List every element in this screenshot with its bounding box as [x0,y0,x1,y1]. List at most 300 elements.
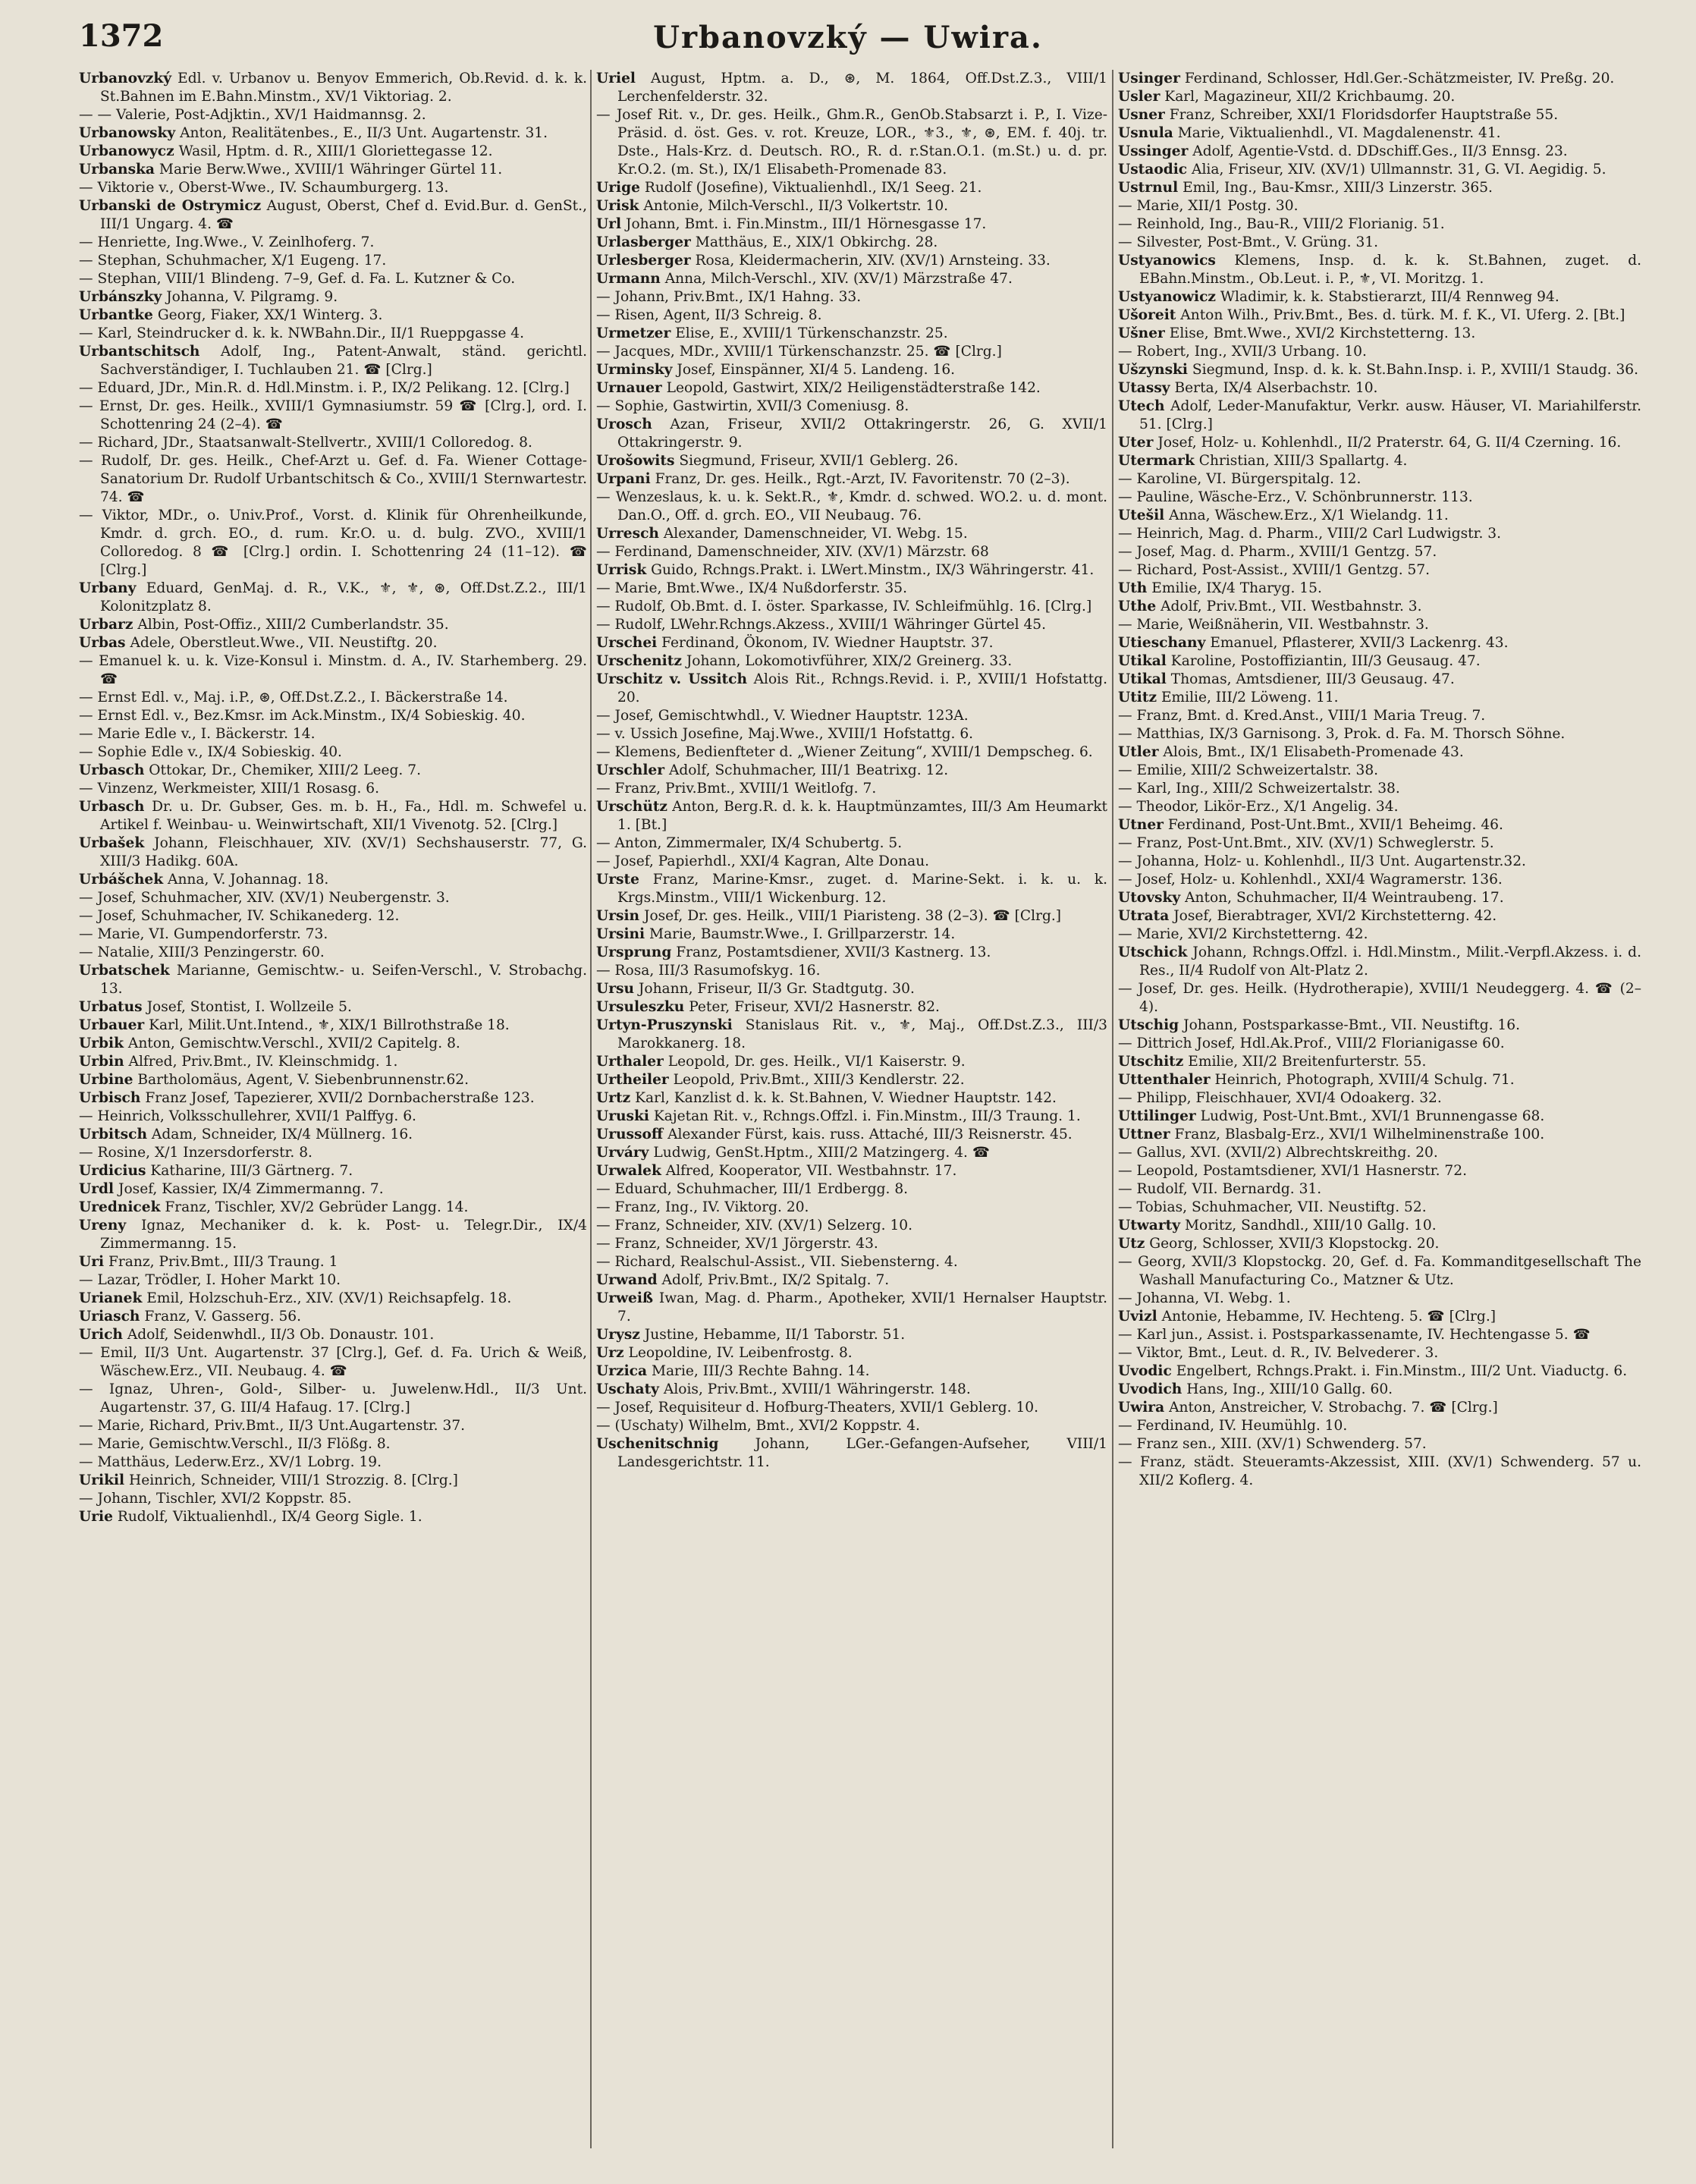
directory-entry [596,998,1107,1017]
directory-entry [79,507,587,580]
entry-surname: Utschick [1118,944,1188,960]
entry-details: Adolf, Schuhmacher, III/1 Beatrixg. 12. [668,762,949,778]
entry-surname: Uriel [596,71,636,86]
entry-surname: Utešil [1118,508,1165,523]
directory-entry [1118,106,1641,124]
entry-details: — Karl, Ing., XIII/2 Schweizertalstr. 38. [1118,781,1400,797]
directory-entry [1118,1035,1641,1053]
directory-entry [596,1089,1107,1108]
entry-surname: Urpani [596,471,651,487]
directory-entry [596,306,1107,325]
entry-details: Azan, Friseur, XVII/2 Ottakringerstr. 26, G. XVII/1 Ottakringerstr. 9. [617,416,1107,451]
entry-surname: Utovsky [1118,890,1181,906]
entry-surname: Utassy [1118,380,1170,396]
directory-entry [79,343,587,379]
entry-details: Marie Berw.Wwe., XVIII/1 Währinger Gürtel 11. [159,162,503,178]
directory-entry [79,1017,587,1035]
directory-entry [79,1053,587,1071]
entry-details: Ludwig, Post-Unt.Bmt., XVI/1 Brunnengasse 68. [1200,1108,1545,1124]
entry-details: Emilie, IX/4 Tharyg. 15. [1151,580,1322,596]
directory-entry [1118,161,1641,179]
entry-surname: Utikal [1118,671,1167,687]
directory-entry [596,234,1107,252]
directory-entry [596,1108,1107,1126]
entry-details: — Franz, Priv.Bmt., XVIII/1 Weitlofg. 7. [596,781,877,797]
directory-entry [1118,1399,1641,1417]
entry-surname: Ursu [596,981,634,997]
directory-entry [596,452,1107,470]
entry-details: — Richard, Realschul-Assist., VII. Siebensterng. 4. [596,1254,958,1270]
entry-surname: Uth [1118,580,1148,596]
directory-entry [79,288,587,306]
directory-entry [1118,470,1641,489]
directory-entry [596,780,1107,798]
directory-entry [79,143,587,161]
entry-details: — Ernst Edl. v., Bez.Kmsr. im Ack.Minstm., IX/4 Sobieskig. 40. [79,708,526,724]
entry-surname: Usler [1118,89,1161,105]
directory-entry [596,634,1107,652]
directory-entry [1118,1417,1641,1435]
directory-entry [596,1326,1107,1344]
entry-details: — Johann, Priv.Bmt., IX/1 Hahng. 33. [596,289,862,305]
directory-entry [596,70,1107,106]
entry-details: Adolf, Seidenwhdl., II/3 Ob. Donaustr. 101. [127,1327,435,1343]
entry-surname: Urbantke [79,307,153,323]
entry-details: — Ernst Edl. v., Maj. i.P., ⊛, Off.Dst.Z.2., I. Bäckerstraße 14. [79,690,508,705]
entry-details: — Josef, Holz- u. Kohlenhdl., XXI/4 Wagramerstr. 136. [1118,872,1503,888]
entry-details: Johann, Bmt. i. Fin.Minstm., III/1 Hörnesgasse 17. [626,216,987,232]
entry-surname: Urnauer [596,380,662,396]
entry-details: Johann, Lokomotivführer, XIX/2 Greinerg. 33. [686,653,1013,669]
directory-entry [596,853,1107,871]
directory-entry [79,252,587,270]
directory-entry [596,1017,1107,1053]
entry-details: — (Uschaty) Wilhelm, Bmt., XVI/2 Koppstr. 4. [596,1418,920,1434]
entry-details: Ludwig, GenSt.Hptm., XIII/2 Matzingerg. 4. ☎ [653,1145,991,1161]
entry-details: — Karl jun., Assist. i. Postsparkassenamte, IV. Hechtengasse 5. ☎ [1118,1327,1591,1343]
directory-entry [1118,1453,1641,1490]
entry-details: — Emilie, XIII/2 Schweizertalstr. 38. [1118,762,1379,778]
entry-details: — Rudolf, Dr. ges. Heilk., Chef-Arzt u. Gef. d. Fa. Wiener Cottage-Sanatorium Dr. Rudolf Urbantschitsch & Co., XVIII/1 Sternwartestr. 74. ☎ [79,453,587,505]
entry-surname: Ursin [596,908,640,924]
directory-entry [1118,1071,1641,1089]
entry-surname: Ušzynski [1118,362,1188,378]
directory-entry [596,1235,1107,1253]
directory-entry [79,1435,587,1453]
entry-surname: Urwalek [596,1163,661,1179]
directory-entry [596,1253,1107,1271]
directory-entry [1118,580,1641,598]
directory-entry [596,1126,1107,1144]
entry-details: Adolf, Leder-Manufaktur, Verkr. ausw. Häuser, VI. Mariahilferstr. 51. [Clrg.] [1139,398,1641,432]
directory-entry [1118,434,1641,452]
entry-details: — Georg, XVII/3 Klopstockg. 20, Gef. d. Fa. Kommanditgesellschaft The Washall Manufacturing Co., Matzner & Utz. [1118,1254,1641,1288]
entry-details: — v. Ussich Josefine, Maj.Wwe., XVIII/1 Hofstattg. 6. [596,726,974,742]
directory-entry [596,1053,1107,1071]
entry-details: Rudolf (Josefine), Viktualienhdl., IX/1 Seeg. 21. [644,180,982,196]
entry-details: — Franz, Ing., IV. Viktorg. 20. [596,1199,809,1215]
entry-details: — Marie, VI. Gumpendorferstr. 73. [79,926,328,942]
entry-surname: Urrisk [596,562,647,578]
directory-entry [596,343,1107,361]
entry-details: Ferdinand, Post-Unt.Bmt., XVII/1 Beheimg. 46. [1167,817,1503,833]
directory-entry [1118,1180,1641,1199]
directory-entry [79,889,587,907]
entry-surname: Uter [1118,435,1154,451]
directory-entry [596,834,1107,853]
entry-surname: Url [596,216,622,232]
entry-surname: Utschitz [1118,1054,1184,1070]
entry-details: — Viktorie v., Oberst-Wwe., IV. Schaumburgerg. 13. [79,180,449,196]
entry-details: — Karl, Steindrucker d. k. k. NWBahn.Dir., II/1 Rueppgasse 4. [79,325,525,341]
entry-details: — Leopold, Postamtsdiener, XVI/1 Hasnerstr. 72. [1118,1163,1467,1179]
directory-entry [596,1435,1107,1472]
directory-entry [596,798,1107,834]
entry-surname: Urie [79,1509,113,1525]
entry-details: — Marie Edle v., I. Bäckerstr. 14. [79,726,316,742]
directory-entry [596,1162,1107,1180]
entry-details: Johann, Friseur, II/3 Gr. Stadtgutg. 30. [638,981,915,997]
entry-details: — Robert, Ing., XVII/3 Urbang. 10. [1118,344,1367,360]
entry-details: Dr. u. Dr. Gubser, Ges. m. b. H., Fa., Hdl. m. Schwefel u. Artikel f. Weinbau- u. Weinwirtschaft, XII/1 Vivenotg. 52. [Clrg.] [100,799,587,833]
entry-details: Josef, Kassier, IX/4 Zimmermanng. 7. [118,1181,384,1197]
entry-surname: Ursini [596,926,645,942]
directory-entry [79,1126,587,1144]
directory-entry [596,962,1107,980]
directory-entry [1118,179,1641,197]
entry-details: Karl, Milit.Unt.Intend., ⚜, XIX/1 Billrothstraße 18. [149,1017,510,1033]
entry-details: Justine, Hebamme, II/1 Taborstr. 51. [644,1327,906,1343]
directory-entry [79,234,587,252]
directory-entry [79,1490,587,1508]
directory-entry [1118,1344,1641,1362]
directory-entry [1118,1017,1641,1035]
directory-entry [596,652,1107,671]
entry-surname: Urysz [596,1327,640,1343]
entry-details: Anton, Gemischtw.Verschl., XVII/2 Capitelg. 8. [127,1035,460,1051]
entry-details: — Eduard, JDr., Min.R. d. Hdl.Minstm. i. P., IX/2 Pelikang. 12. [Clrg.] [79,380,570,396]
entry-details: Emil, Holzschuh-Erz., XIV. (XV/1) Reichsapfelg. 18. [146,1290,512,1306]
entry-surname: Urikil [79,1472,125,1488]
entry-surname: Utitz [1118,690,1157,705]
entry-details: Rosa, Kleidermacherin, XIV. (XV/1) Arnsteing. 33. [695,253,1051,269]
entry-surname: Ussinger [1118,143,1189,159]
entry-surname: Urbarz [79,617,133,633]
directory-entry [596,525,1107,543]
entry-details: Klemens, Insp. d. k. k. St.Bahnen, zuget. d. EBahn.Minstm., Ob.Leut. i. P., ⚜, VI. Moritzg. 1. [1139,253,1641,287]
directory-entry [1118,1217,1641,1235]
column-2 [596,70,1107,1472]
directory-entry [1118,780,1641,798]
entry-details: — Klemens, Bedienfteter d. „Wiener Zeitung“, XVIII/1 Dempscheg. 6. [596,744,1093,760]
entry-details: Franz, Marine-Kmsr., zuget. d. Marine-Sekt. i. k. u. k. Krgs.Minstm., VIII/1 Wickenburg. 12. [617,872,1107,906]
entry-details: Karl, Magazineur, XII/2 Krichbaumg. 20. [1164,89,1456,105]
entry-details: — Viktor, Bmt., Leut. d. R., IV. Belvederег. 3. [1118,1345,1439,1361]
entry-surname: Urošowits [596,453,675,469]
entry-surname: Urlasberger [596,234,691,250]
entry-details: Josef, Stontist, I. Wollzeile 5. [146,999,352,1015]
directory-entry [1118,1144,1641,1162]
directory-entry [79,70,587,106]
entry-details: — Marie, Weißnäherin, VII. Westbahnstr. 3. [1118,617,1429,633]
directory-entry [1118,143,1641,161]
entry-surname: Utech [1118,398,1165,414]
entry-details: Wasil, Hptm. d. R., XIII/1 Gloriettegasse 12. [178,143,493,159]
entry-details: Elise, Bmt.Wwe., XVI/2 Kirchstetterng. 13. [1169,325,1476,341]
directory-entry [1118,889,1641,907]
entry-surname: Urschenitz [596,653,682,669]
entry-surname: Ustyanowics [1118,253,1216,269]
entry-details: — Johanna, Holz- u. Kohlenhdl., II/3 Unt. Augartenstr.32. [1118,853,1526,869]
entry-details: Franz, V. Gasserg. 56. [144,1309,302,1325]
directory-entry [79,616,587,634]
entry-details: — Franz sen., XIII. (XV/1) Schwenderg. 57. [1118,1436,1427,1452]
entry-details: — Josef, Schuhmacher, XIV. (XV/1) Neubergenstr. 3. [79,890,450,906]
directory-entry [79,1290,587,1308]
directory-entry [1118,1199,1641,1217]
entry-details: — Pauline, Wäsche-Erz., V. Schönbrunnerstr. 113. [1118,489,1473,505]
directory-entry [1118,543,1641,561]
directory-entry [1118,1308,1641,1326]
directory-entry [1118,598,1641,616]
directory-entry [1118,671,1641,689]
entry-details: Berta, IX/4 Alserbachstr. 10. [1174,380,1378,396]
entry-details: — Matthias, IX/3 Garnisong. 3, Prok. d. Fa. M. Thorsch Söhne. [1118,726,1566,742]
entry-surname: Ureny [79,1218,127,1233]
entry-surname: Utrata [1118,908,1170,924]
directory-entry [596,470,1107,489]
entry-details: — Josef, Requisiteur d. Hofburg-Theaters, XVII/1 Geblerg. 10. [596,1400,1039,1416]
entry-details: — Sophie, Gastwirtin, XVII/3 Comeniusg. 8. [596,398,909,414]
entry-surname: Urbašek [79,835,145,851]
entry-details: Emanuel, Pflasterer, XVII/3 Lackenrg. 43. [1210,635,1509,651]
entry-details: — Sophie Edle v., IX/4 Sobieskig. 40. [79,744,342,760]
entry-details: — Johanna, VI. Webg. 1. [1118,1290,1291,1306]
column-rule [1112,70,1113,2148]
directory-entry [596,1217,1107,1235]
entry-surname: Urednicek [79,1199,161,1215]
entry-details: — Rudolf, LWehr.Rchngs.Akzess., XVIII/1 Währinger Gürtel 45. [596,617,1047,633]
entry-surname: Urlesberger [596,253,691,269]
directory-entry [79,1144,587,1162]
directory-entry [79,1035,587,1053]
directory-entry [79,962,587,998]
directory-entry [1118,834,1641,853]
entry-details: Johann, Fleischhauer, XIV. (XV/1) Sechshauserstr. 77, G. XIII/3 Hadikg. 60A. [100,835,587,869]
column-3 [1118,70,1641,1490]
entry-surname: Uri [79,1254,105,1270]
entry-details: August, Hptm. a. D., ⊛, M. 1864, Off.Dst.Z.3., VIII/1 Lerchenfelderstr. 32. [617,71,1107,105]
directory-entry [1118,88,1641,106]
directory-entry [596,398,1107,416]
entry-details: Franz, Dr. ges. Heilk., Rgt.-Arzt, IV. Favoritenstr. 70 (2–3). [655,471,1070,487]
entry-details: — Philipp, Fleischhauer, XVI/4 Odoakerg. 32. [1118,1090,1442,1106]
directory-entry [79,743,587,762]
entry-details: Guido, Rchngs.Prakt. i. LWert.Minstm., IX/3 Währingerstr. 41. [651,562,1095,578]
directory-entry [596,725,1107,743]
directory-entry [1118,343,1641,361]
directory-entry [1118,907,1641,925]
entry-details: Johann, LGer.-Gefangen-Aufseher, VIII/1 Landesgerichtstr. 11. [617,1436,1107,1470]
entry-details: Christian, XIII/3 Spallartg. 4. [1198,453,1408,469]
entry-details: Adam, Schneider, IX/4 Müllnerg. 16. [151,1127,413,1142]
entry-surname: Urdicius [79,1163,146,1179]
entry-details: Alexander, Damenschneider, VI. Webg. 15. [663,526,968,542]
entry-details: Antonie, Milch-Verschl., II/3 Volkertstr. 10. [643,198,949,214]
entry-surname: Urich [79,1327,123,1343]
entry-surname: Urianek [79,1290,143,1306]
entry-surname: Urresch [596,526,659,542]
entry-details: Heinrich, Schneider, VIII/1 Strozzig. 8. [Clrg.] [129,1472,458,1488]
directory-entry [596,762,1107,780]
entry-details: Ferdinand, Schlosser, Hdl.Ger.-Schätzmeister, IV. Preßg. 20. [1184,71,1615,86]
directory-entry [1118,634,1641,652]
entry-surname: Urbasch [79,799,145,815]
directory-entry [596,1180,1107,1199]
entry-surname: Ustrnul [1118,180,1179,196]
directory-entry [79,907,587,925]
entry-details: Anton, Schuhmacher, II/4 Weintraubeng. 17. [1185,890,1504,906]
entry-surname: Urbany [79,580,137,596]
entry-details: Edl. v. Urbanov u. Benyov Emmerich, Ob.Revid. d. k. k. St.Bahnen im E.Bahn.Minstm., XV/1 Viktoriag. 2. [100,71,587,105]
entry-details: — Heinrich, Mag. d. Pharm., VIII/2 Carl Ludwigstr. 3. [1118,526,1502,542]
entry-details: Moritz, Sandhdl., XIII/10 Gallg. 10. [1184,1218,1437,1233]
directory-entry [79,161,587,179]
entry-details: — Silvester, Post-Bmt., V. Grüng. 31. [1118,234,1379,250]
directory-entry [1118,1108,1641,1126]
entry-surname: Urbas [79,635,126,651]
entry-details: Siegmund, Friseur, XVII/1 Geblerg. 26. [679,453,959,469]
directory-entry [596,907,1107,925]
entry-surname: Urschler [596,762,665,778]
entry-details: Anton, Berg.R. d. k. k. Hauptmünzamtes, III/3 Am Heumarkt 1. [Bt.] [617,799,1107,833]
directory-entry [79,452,587,507]
entry-details: — — Valerie, Post-Adjktin., XV/1 Haidmannsg. 2. [79,107,426,123]
entry-surname: Uvodic [1118,1363,1172,1379]
entry-surname: Ustaodic [1118,162,1188,178]
column-1 [79,70,587,1526]
entry-details: Franz, Schreiber, XXI/1 Floridsdorfer Hauptstraße 55. [1169,107,1559,123]
entry-details: — Josef, Mag. d. Pharm., XVIII/1 Gentzg. 57. [1118,544,1437,560]
entry-surname: Urbik [79,1035,124,1051]
entry-details: — Henriette, Ing.Wwe., V. Zeinlhoferg. 7. [79,234,375,250]
entry-surname: Urweiß [596,1290,654,1306]
directory-entry [596,288,1107,306]
entry-details: Engelbert, Rchngs.Prakt. i. Fin.Minstm., III/2 Unt. Viaductg. 6. [1176,1363,1628,1379]
directory-entry [1118,525,1641,543]
directory-entry [1118,616,1641,634]
directory-entry [1118,652,1641,671]
entry-surname: Urtheiler [596,1072,669,1088]
entry-surname: Urosch [596,416,652,432]
directory-entry [1118,707,1641,725]
entry-details: Johann, Rchngs.Offzl. i. Hdl.Minstm., Milit.-Verpfl.Akzess. i. d. Res., II/4 Rudolf von Alt-Platz 2. [1139,944,1641,979]
directory-entry [1118,689,1641,707]
entry-surname: Urste [596,872,639,888]
directory-entry [1118,798,1641,816]
directory-entry [596,1381,1107,1399]
entry-details: — Lazar, Trödler, I. Hoher Markt 10. [79,1272,341,1288]
directory-entry [596,944,1107,962]
directory-entry [79,1508,587,1526]
entry-details: — Josef Rit. v., Dr. ges. Heilk., Ghm.R., GenOb.Stabsarzt i. P., I. Vize-Präsid. d. öst. Ges. v. rot. Kreuze, LOR., ⚜3., ⚜, ⊛, EM. f. 40j. tr. Dste., Hals-Krz. d. Deutsch. RO., R. d. r.Stan.O.1. (m.St.) u. d. pr. Kr.O.2. (m. St.), IX/1 Elisabeth-Promenade 83. [596,107,1107,178]
entry-details: Antonie, Hebamme, IV. Hechteng. 5. ☎ [Clrg.] [1161,1309,1496,1325]
entry-details: — Emanuel k. u. k. Vize-Konsul i. Minstm. d. A., IV. Starhemberg. 29. ☎ [79,653,587,687]
entry-details: — Viktor, MDr., o. Univ.Prof., Vorst. d. Klinik für Ohrenheilkunde, Kmdr. d. grch. EO., d. rum. Kr.O. u. d. bulg. ZVO., XVIII/1 Colloredog. 8 ☎ [Clrg.] ordin. I. Schottenring 24 (11–12). ☎ [Clrg.] [79,508,587,578]
directory-entry [1118,1435,1641,1453]
directory-entry [596,361,1107,379]
entry-details: Karl, Kanzlist d. k. k. St.Bahnen, V. Wiedner Hauptstr. 142. [635,1090,1057,1106]
entry-surname: Ursuleszku [596,999,685,1015]
entry-surname: Urthaler [596,1054,664,1070]
entry-details: Eduard, GenMaj. d. R., V.K., ⚜, ⚜, ⊛, Off.Dst.Z.2., III/1 Kolonitzplatz 8. [100,580,587,614]
entry-details: Leopold, Priv.Bmt., XIII/3 Kendlerstr. 22. [673,1072,965,1088]
directory-entry [79,780,587,798]
entry-surname: Uwira [1118,1400,1165,1416]
entry-surname: Utieschany [1118,635,1206,651]
directory-entry [79,197,587,234]
entry-details: Stanislaus Rit. v., ⚜, Maj., Off.Dst.Z.3., III/3 Marokkanerg. 18. [617,1017,1107,1051]
entry-surname: Utz [1118,1236,1145,1252]
directory-entry [596,1071,1107,1089]
directory-entry [596,1271,1107,1290]
entry-details: Thomas, Amtsdiener, III/3 Geusaug. 47. [1170,671,1455,687]
entry-details: — Franz, Bmt. d. Kred.Anst., VIII/1 Maria Treug. 7. [1118,708,1486,724]
entry-details: Ottokar, Dr., Chemiker, XIII/2 Leeg. 7. [149,762,421,778]
directory-entry [1118,398,1641,434]
entry-details: — Josef, Dr. ges. Heilk. (Hydrotherapie), XVIII/1 Neudeggerg. 4. ☎ (2–4). [1118,981,1641,1015]
directory-entry [79,1453,587,1472]
entry-surname: Utler [1118,744,1159,760]
entry-details: Bartholomäus, Agent, V. Siebenbrunnenstr.62. [137,1072,470,1088]
entry-details: Alois, Priv.Bmt., XVIII/1 Währingerstr. 148. [663,1381,971,1397]
entry-details: — Rudolf, Ob.Bmt. d. I. öster. Sparkasse, IV. Schleifmühlg. 16. [Clrg.] [596,599,1092,614]
entry-details: Adele, Oberstleut.Wwe., VII. Neustiftg. 20. [130,635,438,651]
directory-entry [1118,1089,1641,1108]
directory-entry [79,634,587,652]
directory-entry [596,270,1107,288]
directory-entry [79,1108,587,1126]
entry-details: — Franz, Schneider, XIV. (XV/1) Selzerg. 10. [596,1218,913,1233]
directory-entry [1118,561,1641,580]
entry-details: Marie, Viktualienhdl., VI. Magdalenenstr. 41. [1177,125,1501,141]
entry-details: Rudolf, Viktualienhdl., IX/4 Georg Sigle. 1. [117,1509,422,1525]
directory-entry [596,671,1107,707]
directory-entry [79,1326,587,1344]
entry-details: Leopold, Dr. ges. Heilk., VI/1 Kaiserstr. 9. [667,1054,966,1070]
entry-details: — Anton, Zimmermaler, IX/4 Schubertg. 5. [596,835,903,851]
entry-details: — Richard, JDr., Staatsanwalt-Stellvertr., XVIII/1 Colloredog. 8. [79,435,532,451]
entry-details: Anna, V. Johannag. 18. [168,872,329,888]
entry-surname: Ursprung [596,944,672,960]
entry-details: — Stephan, Schuhmacher, X/1 Eugeng. 17. [79,253,387,269]
entry-details: — Natalie, XIII/3 Penzingerstr. 60. [79,944,325,960]
directory-entry [1118,489,1641,507]
entry-details: — Ferdinand, IV. Heumühlg. 10. [1118,1418,1348,1434]
directory-entry [1118,70,1641,88]
directory-entry [1118,980,1641,1017]
entry-details: Adolf, Priv.Bmt., IX/2 Spitalg. 7. [661,1272,890,1288]
directory-entry [79,925,587,944]
entry-details: Franz Josef, Tapezierer, XVII/2 Dornbacherstraße 123. [145,1090,535,1106]
directory-entry [79,871,587,889]
directory-entry [596,179,1107,197]
entry-details: — Eduard, Schuhmacher, III/1 Erdbergg. 8. [596,1181,909,1197]
column-rule [590,70,592,2148]
directory-entry [1118,252,1641,288]
entry-surname: Uttilinger [1118,1108,1196,1124]
entry-details: — Dittrich Josef, Hdl.Ak.Prof., VIII/2 Florianigasse 60. [1118,1035,1505,1051]
